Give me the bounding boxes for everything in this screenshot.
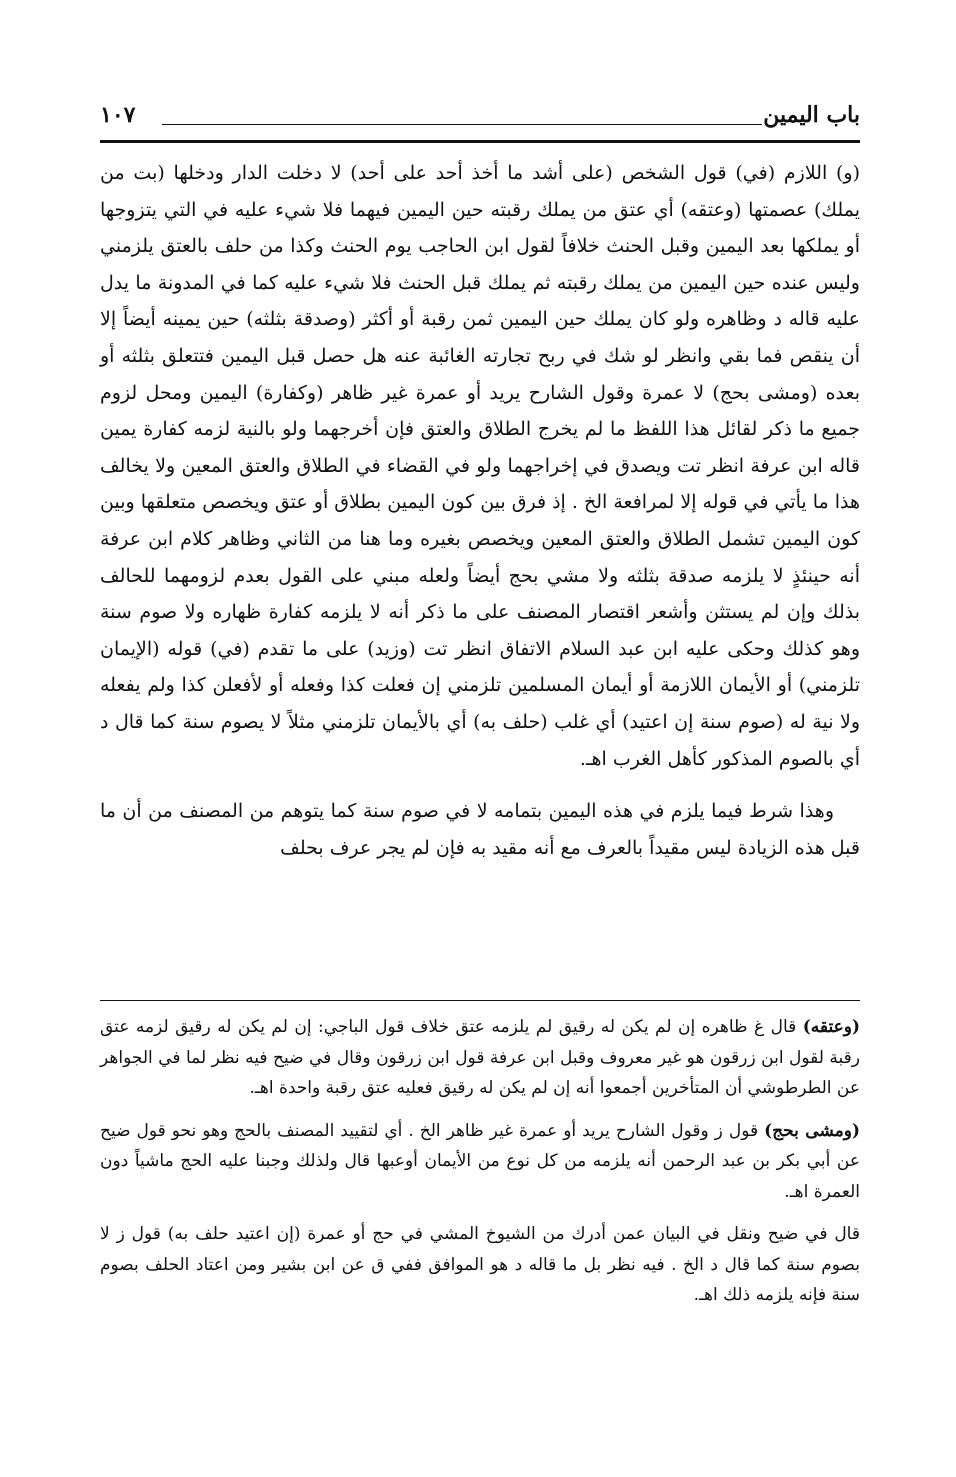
footnote-text: قال في ضيح ونقل في البيان عمن أدرك من الشيوخ المشي في حج أو عمرة (إن اعتيد حلف به) قول ز لا بصوم سنة كما قال د الخ . فيه نظر بل ما قاله د هو الموافق ففي ق عن ابن بشير ومن اعتاد الحلف بصوم سنة فإنه يلزمه ذلك اهـ. xyxy=(100,1224,860,1305)
main-paragraph: وهذا شرط فيما يلزم في هذه اليمين بتمامه لا في صوم سنة كما يتوهم من المصنف من أن ما قبل هذه الزيادة ليس مقيداً بالعرف مع أنه مقيد به فإن لم يجر عرف بحلف xyxy=(100,800,860,859)
footnote xyxy=(100,1219,860,1311)
header-title-rule xyxy=(162,124,762,125)
footnote-lead: (وعتقه) xyxy=(802,1017,860,1037)
main-text xyxy=(100,155,860,866)
footnote-text: قول ز وقول الشارح يريد أو عمرة غير ظاهر الخ . أي لتقييد المصنف بالحج وهو نحو قول ضيح عن أبي بكر بن عبد الرحمن أنه يلزمه من كل نوع من الأيمان أوعبها قال ولذلك وجبنا عليه الحج ماشياً دون العمرة اهـ. xyxy=(100,1120,860,1202)
footnote-lead: (ومشى بحج) xyxy=(764,1120,860,1141)
header-rule xyxy=(100,140,860,143)
page-number: ١٠٧ xyxy=(100,102,136,128)
footnotes xyxy=(100,1012,860,1323)
footnote-separator xyxy=(100,1000,860,1001)
running-header xyxy=(100,100,860,134)
footnote-text: قال غ ظاهره إن لم يكن له رقيق لم يلزمه عتق خلاف قول الباجي: إن لم يكن له رقيق لزمه عتق رقبة لقول ابن زرقون هو غير معروف وقبل ابن عرفة قول ابن زرقون وقال في ضيح فيه نظر لما في الجواهر عن الطرطوشي أن المتأخرين أجمعوا أنه إن لم يكن له رقيق فعليه عتق رقبة واحدة اهـ. xyxy=(100,1017,860,1098)
footnote xyxy=(100,1116,860,1208)
chapter-title: باب اليمين xyxy=(763,102,860,128)
footnote xyxy=(100,1012,860,1104)
main-paragraph: (و) اللازم (في) قول الشخص (على أشد ما أخذ أحد على أحد) لا دخلت الدار ودخلها (بت من يملك) عصمتها (وعتقه) أي عتق من يملك رقبته حين اليمين فيهما فلا شيء عليه في التي يتزوجها أو يملكها بعد اليمين وقبل الحنث خلافاً لقول ابن الحاجب يوم الحنث وكذا من حلف بالعتق يلزمني وليس عنده حين اليمين من يملك رقبته ثم يملك قبل الحنث فلا شيء عليه كما في المدونة ما يدل عليه قاله د وظاهره ولو كان يملك حين اليمين ثمن رقبة أو أكثر (وصدقة بثلثه) حين يمينه أيضاً إلا أن ينقص فما بقي وانظر لو شك في ربح تجارته الغائبة عنه هل حصل قبل اليمين فتتعلق بثلثه أو بعده (ومشى بحج) لا عمرة وقول الشارح يريد أو عمرة غير ظاهر (وكفارة) اليمين ومحل لزوم جميع ما ذكر لقائل هذا اللفظ ما لم يخرج الطلاق والعتق فإن أخرجهما ولو بالنية لزمه كفارة يمين قاله ابن عرفة انظر تت ويصدق في إخراجهما ولو في القضاء في الطلاق والعتق المعين ولا يخالف هذا ما يأتي في قوله إلا لمرافعة الخ . إذ فرق بين كون اليمين بطلاق أو عتق ويخصص متعلقها وبين كون اليمين تشمل الطلاق والعتق المعين ويخصص بغيره وما هنا من الثاني وظاهر كلام ابن عرفة أنه حينئذٍ لا يلزمه صدقة بثلثه ولا مشي بحج أيضاً ولعله مبني على القول بعدم لزومهما للحالف بذلك وإن لم يستثن وأشعر اقتصار المصنف على ما ذكر أنه لا يلزمه كفارة ظهاره ولا صوم سنة وهو كذلك وحكى عليه ابن عبد السلام الاتفاق انظر تت (وزيد) على ما تقدم (في) قوله (الإيمان تلزمني) أو الأيمان اللازمة أو أيمان المسلمين تلزمني إن فعلت كذا وفعله أو لأفعلن كذا ولم يفعله ولا نية له (صوم سنة إن اعتيد) أي غلب (حلف به) أي بالأيمان تلزمني مثلاً لا يصوم سنة كما قال د أي بالصوم المذكور كأهل الغرب اهـ. xyxy=(100,162,860,770)
